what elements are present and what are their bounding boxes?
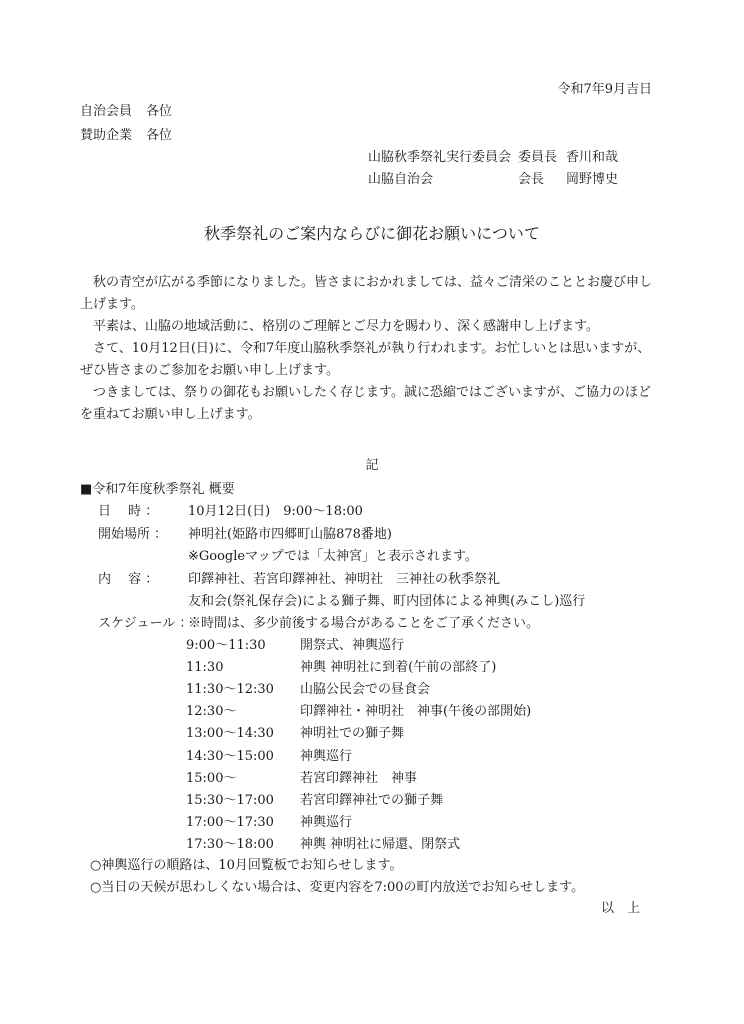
body-text: [80, 272, 660, 426]
sender-line: [368, 150, 618, 166]
note-line: ○神輿巡行の順路は、10月回覧板でお知らせします。: [90, 858, 403, 873]
schedule-event: 神輿 神明社に到着(午前の部終了): [300, 660, 497, 675]
addressee-suffix: 各位: [146, 128, 173, 143]
schedule-time: 17:30～18:00: [186, 837, 274, 852]
schedule-event: 若宮印鐸神社 神事: [300, 771, 418, 786]
schedule-time: 13:00～14:30: [186, 726, 274, 741]
schedule-time: 15:00～: [186, 771, 237, 786]
section-title: ■令和7年度秋季祭礼 概要: [80, 482, 235, 497]
sender-org: 山脇秋季祭礼実行委員会: [368, 150, 512, 165]
sender-person: 岡野博史: [566, 172, 619, 187]
addressee-suffix: 各位: [146, 104, 173, 119]
schedule-event: 印鐸神社・神明社 神事(午後の部開始): [300, 704, 532, 719]
sender-person: 香川和哉: [566, 150, 619, 165]
document-title: 秋季祭礼のご案内ならびに御花お願いについて: [204, 224, 540, 243]
body-paragraph: つきましては、祭りの御花もお願いしたく存じます。誠に恐縮ではございますが、ご協力のほどを重ねてお願い申し上げます。: [80, 385, 651, 422]
schedule-time: 17:00～17:30: [186, 815, 274, 830]
schedule-event: 神輿 神明社に帰還、閉祭式: [300, 837, 461, 852]
schedule-event: 神輿巡行: [300, 749, 353, 764]
schedule-time: 15:30～17:00: [186, 793, 274, 808]
date-value: 10月12日(日) 9:00～18:00: [188, 504, 363, 519]
schedule-event: 開祭式、神輿巡行: [300, 638, 405, 653]
schedule-note: ※時間は、多少前後する場合があることをご了承ください。: [188, 616, 540, 631]
note-line: ○当日の天候が思わしくない場合は、変更内容を7:00の町内放送でお知らせします。: [90, 880, 585, 895]
schedule-event: 山脇公民会での昼食会: [300, 682, 431, 697]
sender-org: 山脇自治会: [368, 172, 434, 187]
place-value: 神明社(姫路市四郷町山脇878番地): [188, 527, 392, 542]
closing-mark: 以 上: [600, 901, 640, 916]
schedule-event: 神輿巡行: [300, 815, 353, 830]
content-label: 内 容 ：: [98, 572, 159, 587]
content-value: 友和会(祭礼保存会)による獅子舞、町内団体による神輿(みこし)巡行: [188, 594, 586, 609]
addressee-name: 賛助企業: [80, 128, 133, 143]
addressee-line: [80, 104, 172, 120]
schedule-label: スケジュール ：: [98, 616, 193, 631]
sender-line: [368, 172, 618, 188]
place-label: 開始場所 ：: [98, 527, 168, 542]
body-paragraph: さて、10月12日(日)に、令和7年度山脇秋季祭礼が執り行われます。お忙しいとは思いますが、ぜひ皆さまのご参加をお願い申し上げます。: [80, 341, 651, 378]
schedule-time: 11:30: [186, 660, 224, 675]
body-paragraph: 平素は、山脇の地域活動に、格別のご理解とご尽力を賜わり、深く感謝申し上げます。: [93, 319, 599, 334]
schedule-time: 9:00～11:30: [186, 638, 266, 653]
document-date: 令和7年9月吉日: [557, 82, 652, 97]
sender-role: 委員長: [518, 150, 558, 165]
place-note: ※Googleマップでは「太神宮」と表示されます。: [188, 549, 478, 564]
schedule-event: 若宮印鐸神社での獅子舞: [300, 793, 444, 808]
date-label: 日 時 ：: [98, 504, 159, 519]
addressee-name: 自治会員: [80, 104, 133, 119]
content-value: 印鐸神社、若宮印鐸神社、神明社 三神社の秋季祭礼: [188, 572, 501, 587]
schedule-event: 神明社での獅子舞: [300, 726, 405, 741]
body-paragraph: 秋の青空が広がる季節になりました。皆さまにおかれましては、益々ご清栄のこととお慶び申し上げます。: [80, 275, 653, 312]
sender-role: 会長: [518, 172, 545, 187]
ki-heading: 記: [365, 458, 379, 473]
schedule-time: 14:30～15:00: [186, 749, 274, 764]
addressee-line: [80, 128, 172, 144]
schedule-time: 11:30～12:30: [186, 682, 274, 697]
schedule-time: 12:30～: [186, 704, 237, 719]
